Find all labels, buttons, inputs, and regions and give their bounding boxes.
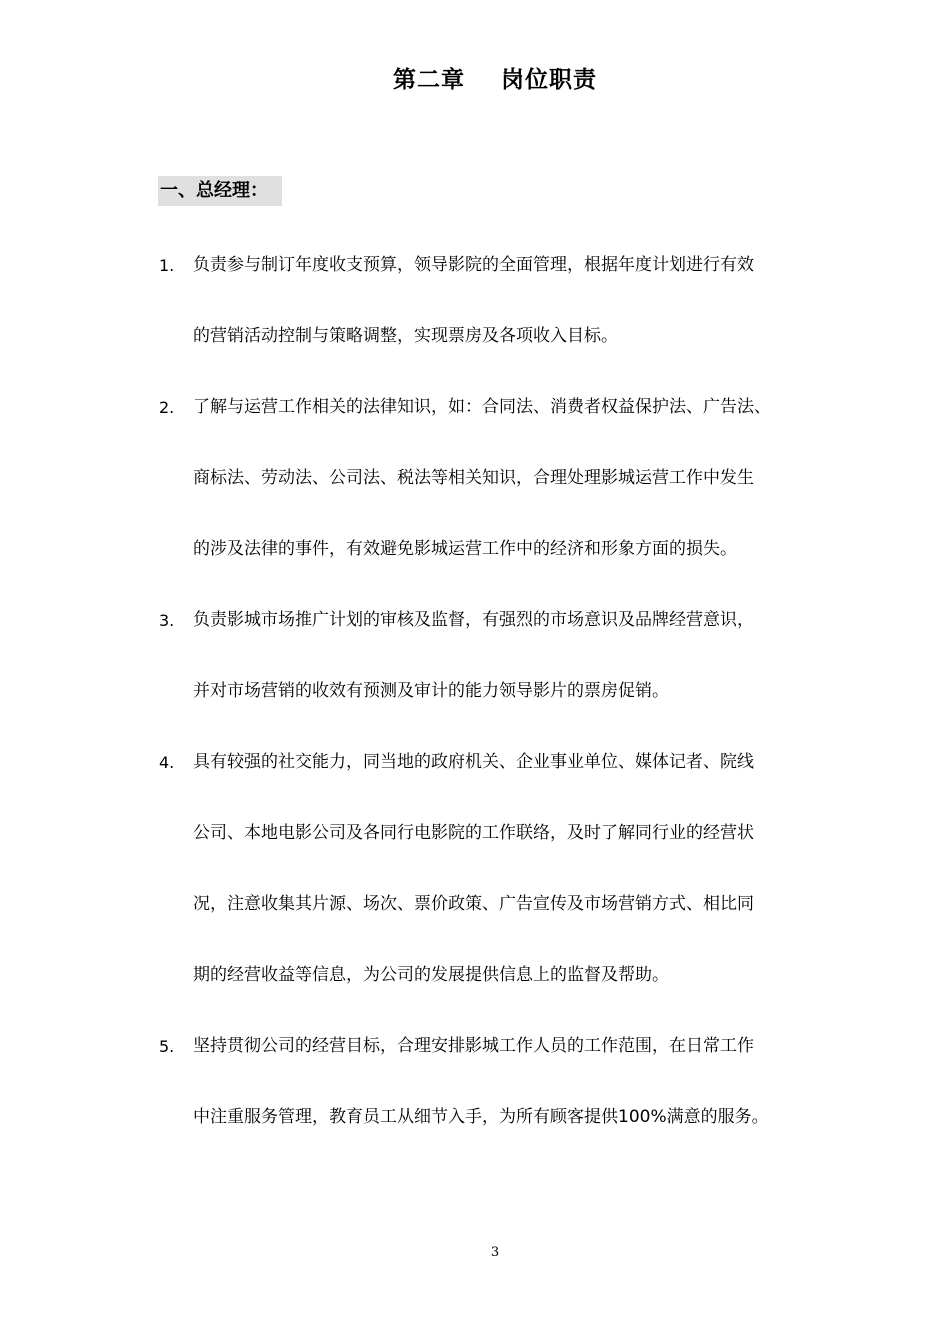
duty-number: 3.	[159, 611, 175, 630]
duty-text-line: 负责影城市场推广计划的审核及监督，有强烈的市场意识及品牌经营意识，	[193, 610, 754, 630]
duty-text-line: 商标法、劳动法、公司法、税法等相关知识，合理处理影城运营工作中发生	[193, 468, 754, 488]
duty-number: 1.	[159, 256, 175, 275]
chapter-title: 第二章 岗位职责	[392, 67, 598, 93]
duty-text-line: 中注重服务管理，教育员工从细节入手，为所有顾客提供100%满意的服务。	[193, 1107, 769, 1127]
duty-number: 2.	[159, 398, 175, 417]
duty-text-line: 负责参与制订年度收支预算，领导影院的全面管理，根据年度计划进行有效	[193, 255, 754, 275]
duty-item-2	[158, 372, 858, 585]
duty-number: 5.	[159, 1037, 175, 1056]
duty-number: 4.	[159, 753, 175, 772]
duty-item-1	[158, 230, 858, 372]
duty-item-5	[158, 1011, 858, 1153]
duty-item-4	[158, 727, 858, 1011]
duty-list	[158, 230, 858, 1153]
page-number: 3	[490, 1245, 500, 1260]
duty-text-line: 坚持贯彻公司的经营目标，合理安排影城工作人员的工作范围，在日常工作	[193, 1036, 754, 1056]
duty-text-line: 况，注意收集其片源、场次、票价政策、广告宣传及市场营销方式、相比同	[193, 894, 754, 914]
duty-item-3	[158, 585, 858, 727]
duty-text-line: 了解与运营工作相关的法律知识，如：合同法、消费者权益保护法、广告法、	[193, 397, 771, 417]
section-heading: 一、总经理：	[158, 176, 282, 206]
duty-text-line: 公司、本地电影公司及各同行电影院的工作联络，及时了解同行业的经营状	[193, 823, 754, 843]
duty-text-line: 的涉及法律的事件，有效避免影城运营工作中的经济和形象方面的损失。	[193, 539, 737, 559]
duty-text-line: 期的经营收益等信息，为公司的发展提供信息上的监督及帮助。	[193, 965, 669, 985]
duty-text-line: 的营销活动控制与策略调整，实现票房及各项收入目标。	[193, 326, 618, 346]
duty-text-line: 具有较强的社交能力，同当地的政府机关、企业事业单位、媒体记者、院线	[193, 752, 754, 772]
duty-text-line: 并对市场营销的收效有预测及审计的能力领导影片的票房促销。	[193, 681, 669, 701]
